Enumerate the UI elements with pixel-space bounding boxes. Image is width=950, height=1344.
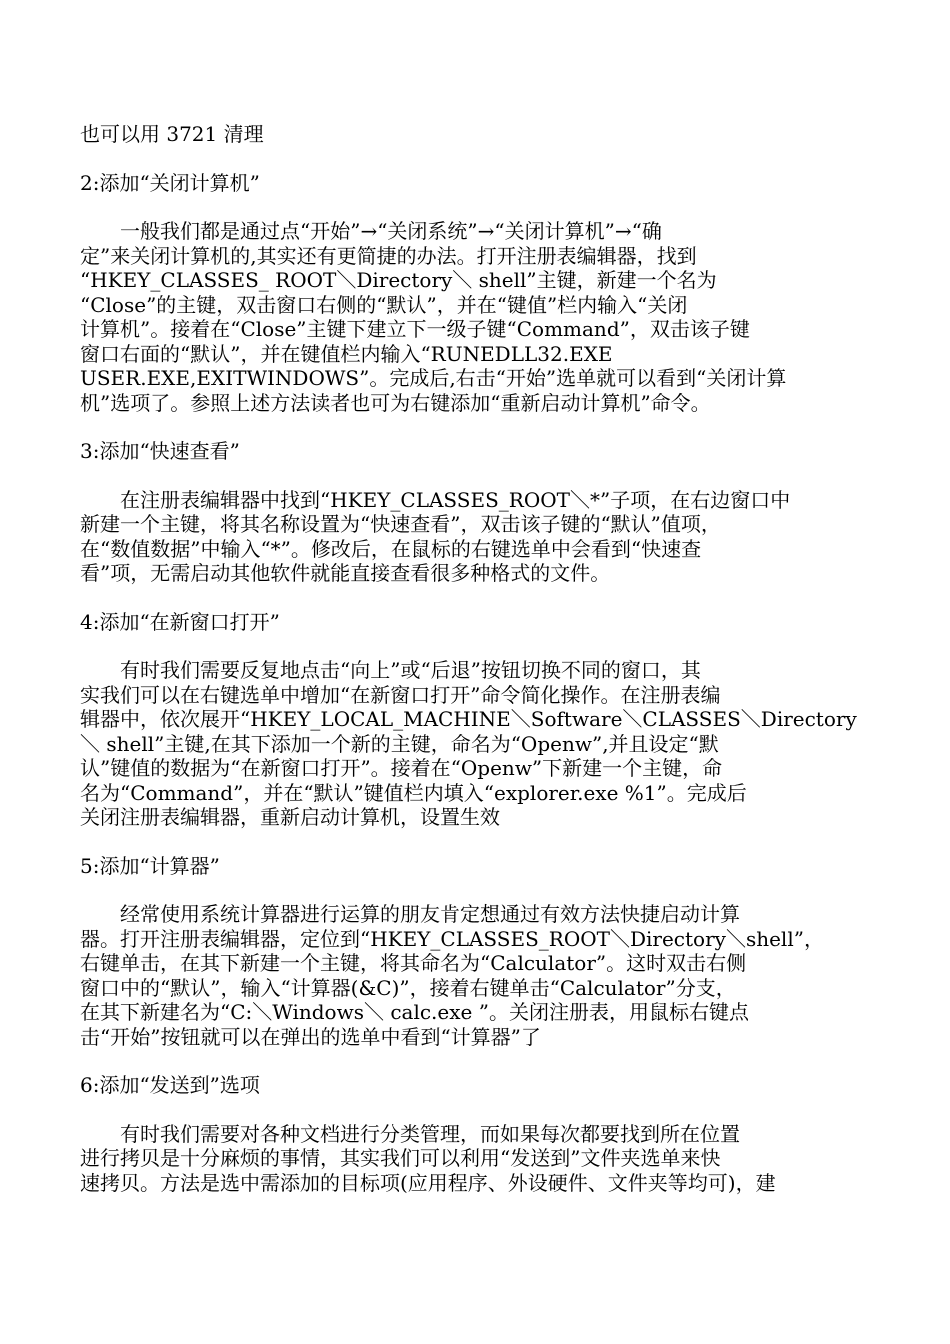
paragraph-line: 一般我们都是通过点“开始”→“关闭系统”→“关闭计算机”→“确 [80, 219, 662, 243]
section-paragraph [80, 902, 885, 1049]
paragraph-line: 在注册表编辑器中找到“HKEY_CLASSES_ROOT＼*”子项，在右边窗口中 [80, 487, 791, 512]
paragraph-line: “Close”的主键，双击窗口右侧的“默认”，并在“键值”栏内输入“关闭 [80, 292, 688, 317]
spacer [80, 586, 885, 610]
paragraph-line: USER.EXE,EXITWINDOWS”。完成后,右击“开始”选单就可以看到“关闭计算 [80, 366, 787, 390]
paragraph-line: 右键单击，在其下新建一个主键，将其命名为“Calculator”。这时双击右侧 [80, 951, 747, 975]
spacer [80, 634, 885, 658]
paragraph-line: 辑器中，依次展开“HKEY_LOCAL_MACHINE＼Software＼CLASSES＼Directory [80, 707, 857, 731]
paragraph-line: 击“开始”按钮就可以在弹出的选单中看到“计算器”了 [80, 1024, 541, 1049]
spacer [80, 878, 885, 902]
spacer [80, 464, 885, 488]
paragraph-line: 进行拷贝是十分麻烦的事情，其实我们可以利用“发送到”文件夹选单来快 [80, 1146, 721, 1170]
paragraph-line: 机”选项了。参照上述方法读者也可为右键添加“重新启动计算机”命令。 [80, 390, 711, 415]
section-heading: 5:添加“计算器” [80, 853, 220, 878]
spacer [80, 195, 885, 219]
paragraph-line: 窗口右面的“默认”，并在键值栏内输入“RUNEDLL32.EXE [80, 341, 613, 366]
paragraph-line: 在其下新建名为“C:＼Windows＼ calc.exe ”。关闭注册表，用鼠标右键点 [80, 1000, 749, 1024]
spacer [80, 1049, 885, 1073]
paragraph-line: 有时我们需要对各种文档进行分类管理，而如果每次都要找到所在位置 [80, 1121, 740, 1146]
paragraph-line: 在“数值数据”中输入“*”。修改后，在鼠标的右键选单中会看到“快速查 [80, 536, 702, 561]
spacer [80, 830, 885, 854]
paragraph-line: 有时我们需要反复地点击“向上”或“后退”按钮切换不同的窗口，其 [80, 658, 701, 682]
section-paragraph [80, 219, 885, 415]
spacer [80, 1098, 885, 1122]
section-heading: 3:添加“快速查看” [80, 439, 240, 463]
paragraph-line: 经常使用系统计算器进行运算的朋友肯定想通过有效方法快捷启动计算 [80, 902, 740, 926]
document-page [80, 122, 885, 1195]
paragraph-line: 名为“Command”，并在“默认”键值栏内填入“explorer.exe %1”。完成后 [80, 780, 747, 805]
section-heading: 2:添加“关闭计算机” [80, 170, 260, 195]
section-paragraph [80, 1122, 885, 1196]
section-paragraph [80, 488, 885, 586]
paragraph-line: 速拷贝。方法是选中需添加的目标项(应用程序、外设硬件、文件夹等均可)，建 [80, 1170, 776, 1195]
paragraph-line: 计算机”。接着在“Close”主键下建立下一级子键“Command”，双击该子键 [80, 317, 750, 341]
paragraph-line: “HKEY_CLASSES_ ROOT＼Directory＼ shell”主键，新建一个名为 [80, 268, 717, 292]
paragraph-line: 窗口中的“默认”，输入“计算器(&C)”，接着右键单击“Calculator”分支， [80, 975, 736, 1000]
paragraph-line: 新建一个主键，将其名称设置为“快速查看”，双击该子键的“默认”值项， [80, 512, 721, 536]
section-paragraph [80, 658, 885, 830]
paragraph-line: ＼ shell”主键,在其下添加一个新的主键，命名为“Openw”,并且设定“默 [80, 731, 719, 756]
paragraph-line: 定”来关闭计算机的,其实还有更简捷的办法。打开注册表编辑器，找到 [80, 243, 697, 268]
paragraph-line: 看”项，无需启动其他软件就能直接查看很多种格式的文件。 [80, 561, 611, 585]
section-heading: 6:添加“发送到”选项 [80, 1073, 260, 1097]
spacer [80, 415, 885, 439]
section-heading: 4:添加“在新窗口打开” [80, 609, 280, 634]
intro-line: 也可以用 3721 清理 [80, 122, 264, 146]
paragraph-line: 认”键值的数据为“在新窗口打开”。接着在“Openw”下新建一个主键，命 [80, 756, 723, 780]
paragraph-line: 器。打开注册表编辑器，定位到“HKEY_CLASSES_ROOT＼Directory＼shell”， [80, 926, 824, 951]
paragraph-line: 实我们可以在右键选单中增加“在新窗口打开”命令简化操作。在注册表编 [80, 682, 721, 707]
paragraph-line: 关闭注册表编辑器，重新启动计算机，设置生效 [80, 805, 500, 829]
spacer [80, 147, 885, 171]
